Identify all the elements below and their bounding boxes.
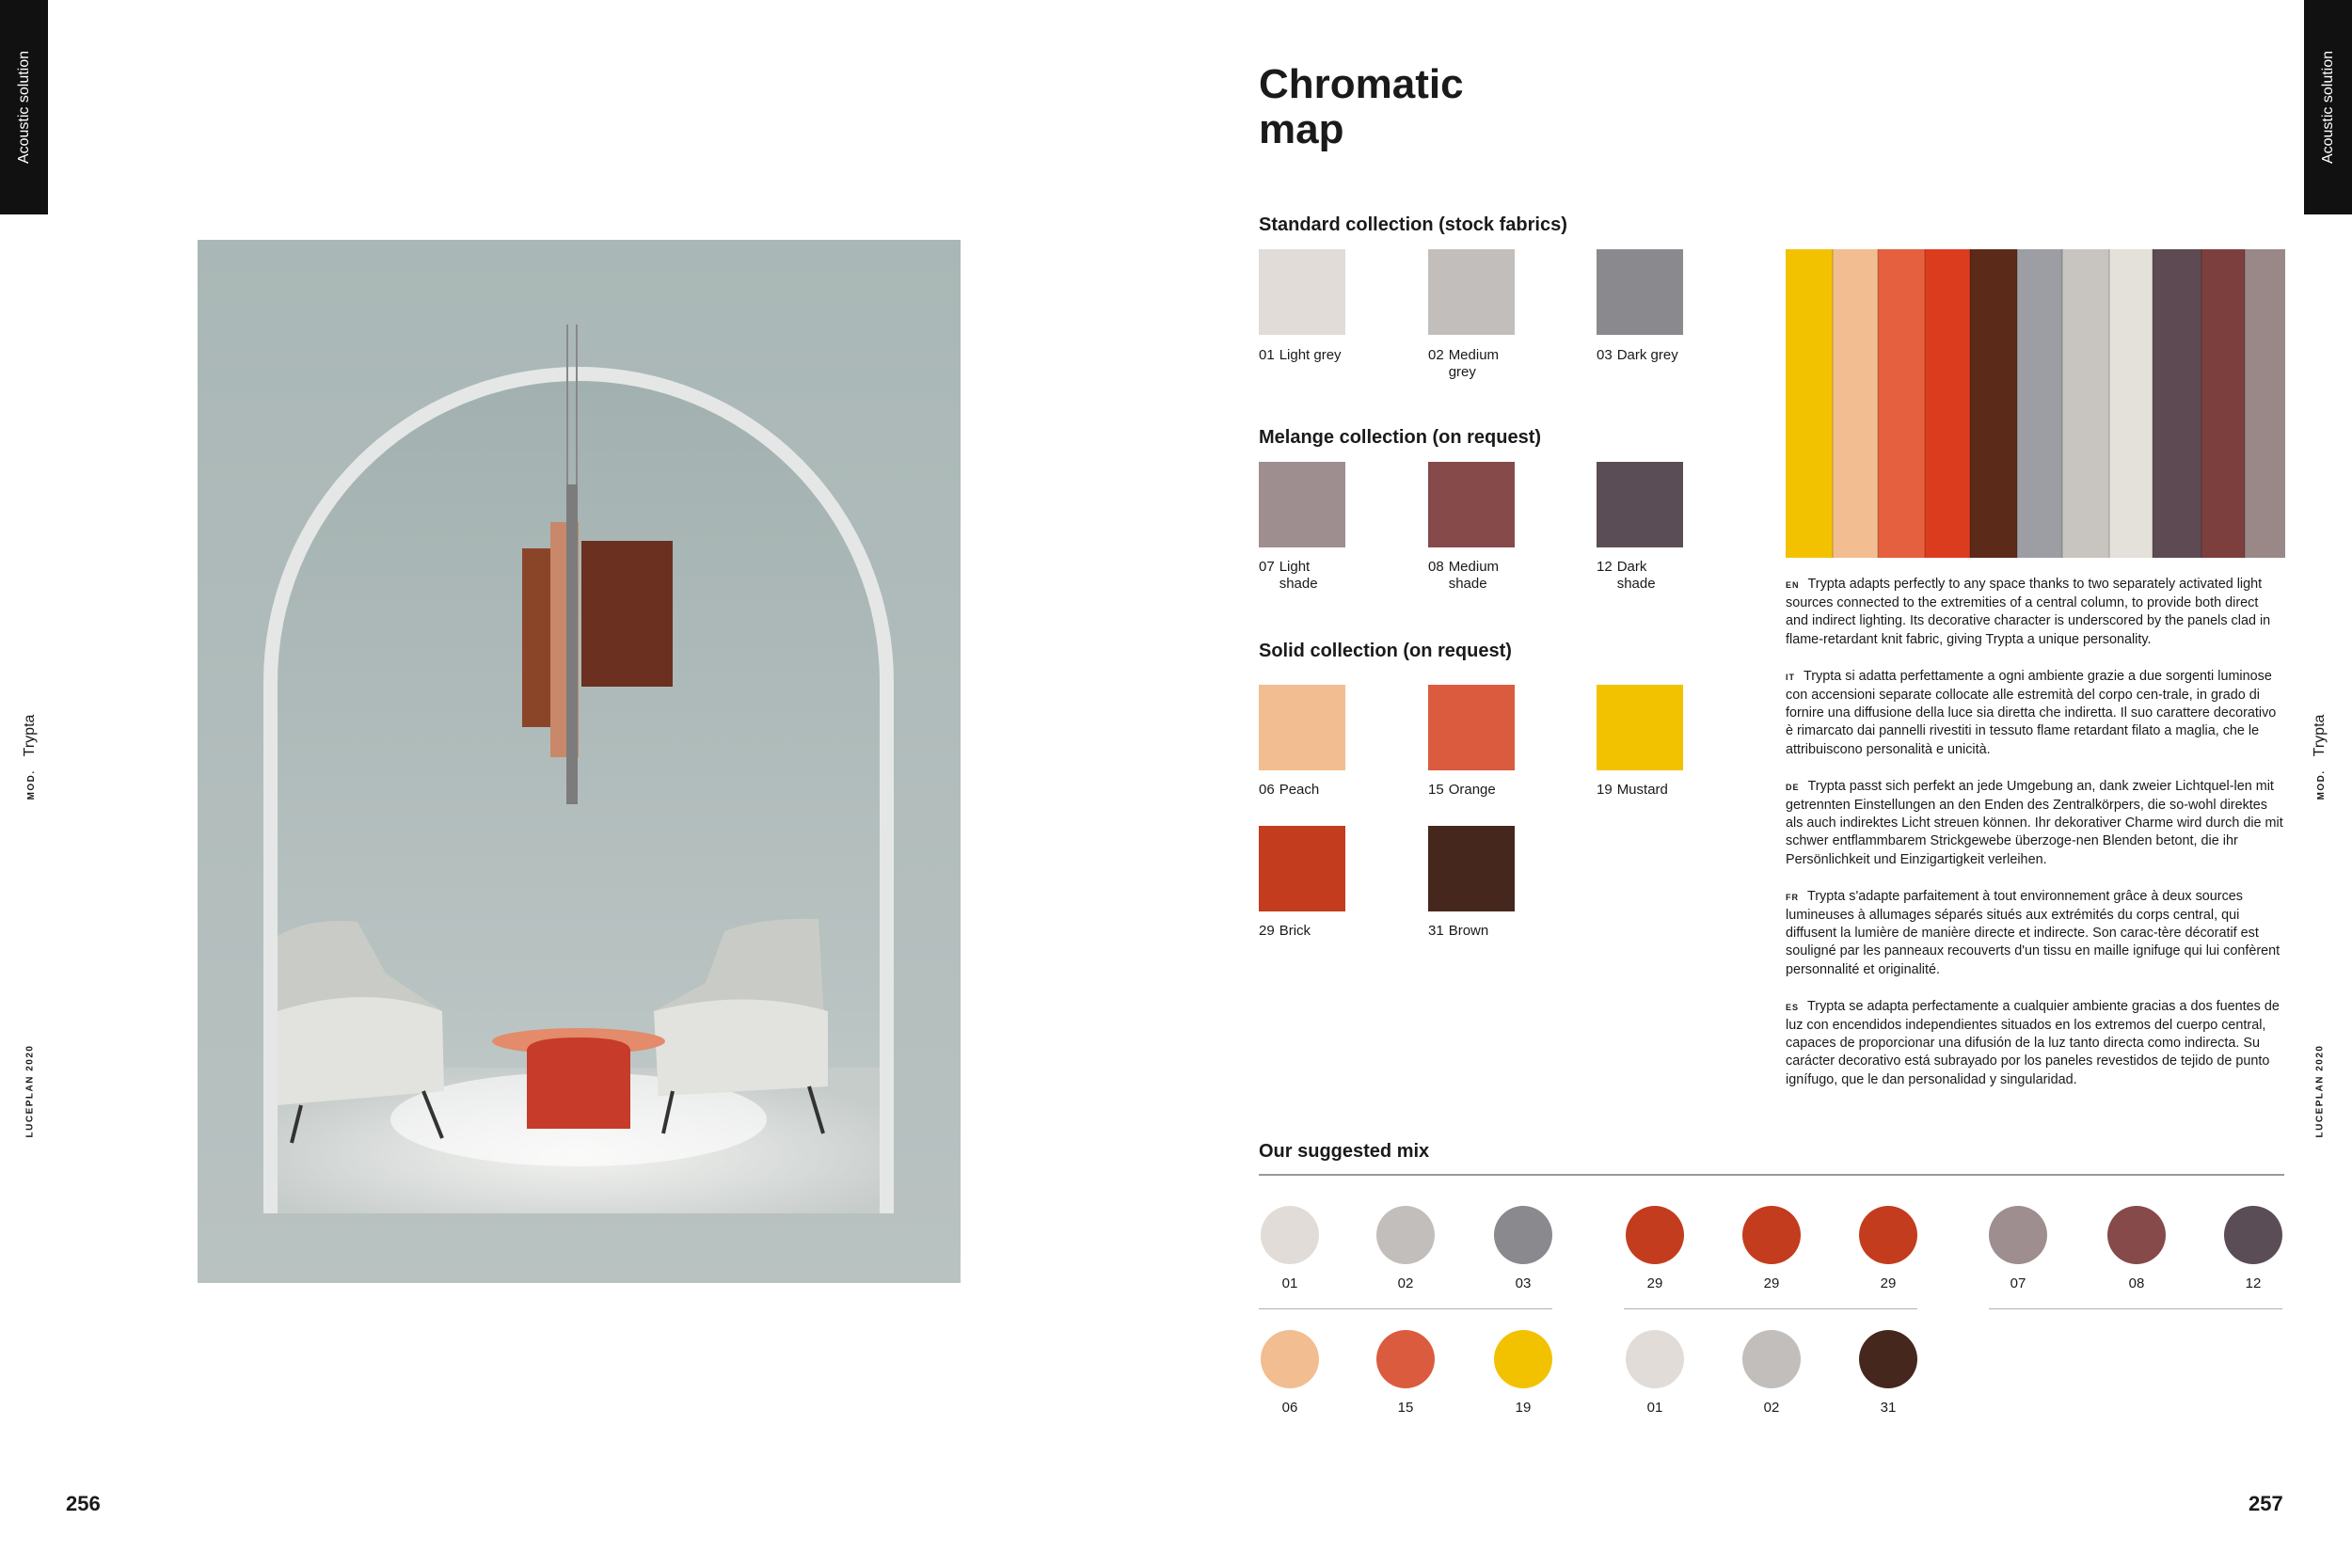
page-number-right: 257 [2249,1492,2283,1515]
swatch-orange [1428,685,1515,770]
swatch-number: 07 [1259,559,1275,575]
swatch-name: Light grey [1279,347,1342,363]
mix-label: 15 [1397,1400,1414,1416]
lang-code: EN [1786,580,1800,590]
mix-label: 02 [1763,1400,1780,1416]
side-tab-right [2304,0,2352,214]
mod-small: MOD. [26,769,37,800]
swatch-brown [1428,826,1515,911]
model-name: Trypta [2312,714,2328,757]
mix-group-divider [1989,1308,2282,1309]
description-texts [1786,576,2284,1108]
swatch-label [1259,923,1345,940]
page-title [1259,62,1635,152]
swatch-number: 01 [1259,347,1275,363]
swatch-dark-shade [1597,462,1683,547]
mix-label: 19 [1515,1400,1532,1416]
swatch-name: Medium shade [1448,559,1500,592]
brand-label-right: LUCEPLAN 2020 [2314,1044,2326,1138]
description-text: Trypta se adapta perfectamente a cualquier ambiente gracias a dos fuentes de luz con encendidos independientes situados en los extremos del cuerpo central, capaces de proporcionar una difusión de la luz tanto directa como indirecta. Su carácter decorativo está subrayado por los paneles revestidos de tejido de punto ignífugo, que le dan personalidad y singularidad. [1786,998,2280,1087]
side-tab-left [0,0,48,214]
mix-label: 06 [1281,1400,1298,1416]
swatch-name: Peach [1279,782,1320,798]
mix-circle [1626,1330,1684,1388]
swatch-light-shade [1259,462,1345,547]
lang-code: ES [1786,1002,1800,1012]
swatch-label [1259,559,1345,593]
melange-collection-title: Melange collection (on request) [1259,427,1542,448]
swatch-name: Orange [1448,782,1496,798]
mix-label: 03 [1515,1275,1532,1291]
product-photo [198,240,961,1283]
mix-circle [1859,1330,1917,1388]
swatch-number: 02 [1428,347,1444,363]
mix-label: 01 [1281,1275,1298,1291]
mix-divider [1259,1174,2284,1176]
mix-label: 07 [2010,1275,2026,1291]
swatch-number: 08 [1428,559,1444,575]
swatch-peach [1259,685,1345,770]
fabric-samples-photo [1786,249,2285,558]
description-en [1786,576,2284,649]
swatch-label [1428,347,1515,381]
description-text: Trypta passt sich perfekt an jede Umgebung an, dank zweier Lichtquel-len mit getrennten Einstellungen an den Enden des Zentralkörpers, die so-wohl direktes als auch indirektes Licht streuen können. Ihr dekorativer Charme wird durch die mit schwer entflammbarem Strickgewebe überzoge-nen Blenden betont, die ihr Persönlichkeit und Einzigartigkeit verleihen. [1786,778,2283,867]
swatch-number: 15 [1428,782,1444,798]
solid-collection-title: Solid collection (on request) [1259,641,1512,661]
swatch-dark-grey [1597,249,1683,335]
swatch-label [1597,559,1683,593]
swatch-label [1259,347,1345,364]
swatch-number: 12 [1597,559,1613,575]
swatch-label [1428,559,1515,593]
mix-label: 12 [2245,1275,2262,1291]
mix-circle [1989,1206,2047,1264]
mod-small: MOD. [2316,769,2327,800]
mix-group-divider [1259,1308,1552,1309]
mix-circle [1376,1206,1435,1264]
description-text: Trypta adapts perfectly to any space thanks to two separately activated light sources connected to the extremities of a central column, to provide both direct and indirect lighting. Its decorative character is underscored by the panels clad in flame-retardant knit fabric, giving Trypta a unique personality. [1786,577,2271,647]
description-es [1786,998,2284,1089]
lang-code: FR [1786,892,1799,902]
description-text: Trypta si adatta perfettamente a ogni ambiente grazie a due sorgenti luminose con accensioni separate collocate alle estremità del corpo cen-trale, in grado di fornire una diffusione della luce sia diretta che indiretta. Il suo carattere decorativo è rimarcato dai pannelli rivestiti in tessuto flame retardant filato a maglia, che le attribuiscono personalità e unicità. [1786,668,2277,757]
swatch-number: 29 [1259,923,1275,939]
swatch-number: 31 [1428,923,1444,939]
mix-circle [1494,1330,1552,1388]
page-number-left: 256 [66,1492,101,1515]
standard-collection-title: Standard collection (stock fabrics) [1259,214,1567,235]
swatch-brick [1259,826,1345,911]
mix-circle [2224,1206,2282,1264]
swatch-number: 03 [1597,347,1613,363]
swatch-label [1597,347,1683,364]
mix-circle [1859,1206,1917,1264]
swatch-name: Mustard [1616,782,1668,798]
side-tab-label: Acoustic solution [15,50,32,165]
swatch-name: Light shade [1279,559,1318,592]
swatch-label [1428,923,1515,940]
mix-circle [1376,1330,1435,1388]
swatch-name: Brick [1279,923,1311,939]
description-fr [1786,888,2284,979]
mix-label: 02 [1397,1275,1414,1291]
mix-label: 01 [1646,1400,1663,1416]
mix-label: 08 [2128,1275,2145,1291]
mix-label: 29 [1880,1275,1897,1291]
mix-label: 29 [1763,1275,1780,1291]
mix-label: 31 [1880,1400,1897,1416]
model-name: Trypta [22,714,38,757]
swatch-number: 19 [1597,782,1613,798]
swatch-mustard [1597,685,1683,770]
description-de [1786,778,2284,869]
swatch-light-grey [1259,249,1345,335]
description-text: Trypta s'adapte parfaitement à tout environnement grâce à deux sources lumineuses à allumages séparés situés aux extrémités du corps central, qui diffusent la lumière de manière directe et indirecte. Son carac-tère décoratif est souligné par les panneaux recouverts d'un tissu en maille ignifuge qui lui confèrent personnalité et originalité. [1786,888,2280,977]
swatch-number: 06 [1259,782,1275,798]
mix-circle [1742,1206,1801,1264]
swatch-label [1428,782,1515,799]
lang-code: DE [1786,782,1800,792]
mix-group-divider [1624,1308,1917,1309]
swatch-medium-grey [1428,249,1515,335]
mix-circle [1261,1206,1319,1264]
swatch-name: Dark grey [1616,347,1678,363]
swatch-name: Brown [1448,923,1489,939]
title-line: Chromatic [1259,61,1464,107]
model-label-left [22,715,39,800]
title-line: map [1259,106,1344,152]
suggested-mix-title: Our suggested mix [1259,1141,1430,1162]
mix-label: 29 [1646,1275,1663,1291]
mix-circle [1742,1330,1801,1388]
lang-code: IT [1786,672,1795,682]
mix-circle [1626,1206,1684,1264]
side-tab-label: Acoustic solution [2319,50,2336,165]
swatch-label [1597,782,1683,799]
swatch-label [1259,782,1345,799]
mix-circle [1494,1206,1552,1264]
brand-label-left: LUCEPLAN 2020 [24,1044,36,1138]
description-it [1786,668,2284,759]
mix-circle [2107,1206,2166,1264]
model-label-right [2312,715,2328,800]
swatch-medium-shade [1428,462,1515,547]
mix-circle [1261,1330,1319,1388]
swatch-name: Dark shade [1616,559,1656,592]
swatch-name: Medium grey [1448,347,1500,380]
